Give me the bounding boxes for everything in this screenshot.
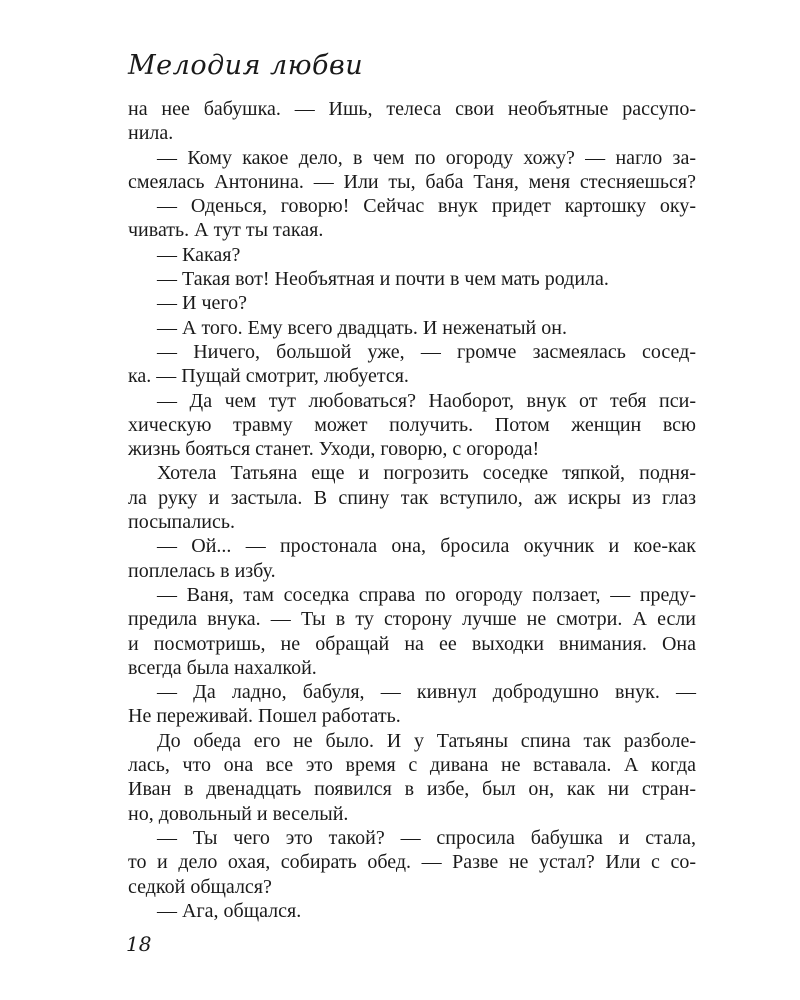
text-line: седкой общался?: [128, 875, 272, 898]
text-line: — Да ладно, бабуля, — кивнул добродушно внук. —: [157, 681, 696, 704]
text-line: жизнь бояться станет. Уходи, говорю, с огорода!: [128, 438, 540, 461]
running-head-title: Мелодия любви: [128, 50, 364, 81]
text-line: — Какая?: [157, 243, 241, 266]
text-line: хическую травму может получить. Потом женщин всю: [128, 413, 696, 436]
text-line: лась, что она все это время с дивана не вставала. А когда: [128, 754, 696, 777]
text-line: нила.: [128, 122, 174, 145]
text-line: Не переживай. Пошел работать.: [128, 705, 401, 728]
body-text: [128, 97, 696, 923]
text-line: — Оденься, говорю! Сейчас внук придет картошку оку-: [157, 195, 696, 218]
text-line: на нее бабушка. — Ишь, телеса свои необъятные рассупо-: [128, 98, 696, 120]
text-line: но, довольный и веселый.: [128, 802, 349, 825]
text-line: поплелась в избу.: [128, 559, 276, 582]
text-line: предила внука. — Ты в ту сторону лучше не смотри. А если: [128, 608, 696, 631]
text-line: то и дело охая, собирать обед. — Разве не устал? Или с со-: [128, 851, 696, 874]
text-line: и посмотришь, не обращай на ее выходки внимания. Она: [128, 632, 696, 655]
text-line: Иван в двенадцать появился в избе, был он, как ни стран-: [128, 778, 696, 801]
text-line: — Да чем тут любоваться? Наоборот, внук от тебя пси-: [157, 389, 696, 412]
text-line: ка. — Пущай смотрит, любуется.: [128, 365, 409, 388]
text-line: чивать. А тут ты такая.: [128, 219, 324, 242]
page-number: 18: [126, 932, 152, 956]
text-line: — Ничего, большой уже, — громче засмеялась сосед-: [157, 340, 696, 363]
text-line: — Ты чего это такой? — спросила бабушка и стала,: [157, 826, 696, 849]
text-line: — И чего?: [157, 292, 247, 315]
text-line: До обеда его не было. И у Татьяны спина так разболе-: [157, 729, 696, 752]
text-line: смеялась Антонина. — Или ты, баба Таня, меня стесняешься?: [128, 170, 696, 193]
text-line: посыпались.: [128, 511, 235, 534]
text-line: — Такая вот! Необъятная и почти в чем мать родила.: [157, 268, 609, 291]
text-line: Хотела Татьяна еще и погрозить соседке тяпкой, подня-: [157, 462, 696, 485]
text-line: — Ваня, там соседка справа по огороду ползает, — преду-: [157, 583, 696, 606]
text-line: — Кому какое дело, в чем по огороду хожу? — нагло за-: [157, 146, 696, 169]
text-line: ла руку и застыла. В спину так вступило, аж искры из глаз: [128, 486, 696, 509]
text-line: — Ой... — простонала она, бросила окучник и кое-как: [157, 535, 696, 558]
text-line: — Ага, общался.: [157, 899, 302, 922]
text-line: — А того. Ему всего двадцать. И неженатый он.: [157, 316, 567, 339]
text-line: всегда была нахалкой.: [128, 656, 317, 679]
